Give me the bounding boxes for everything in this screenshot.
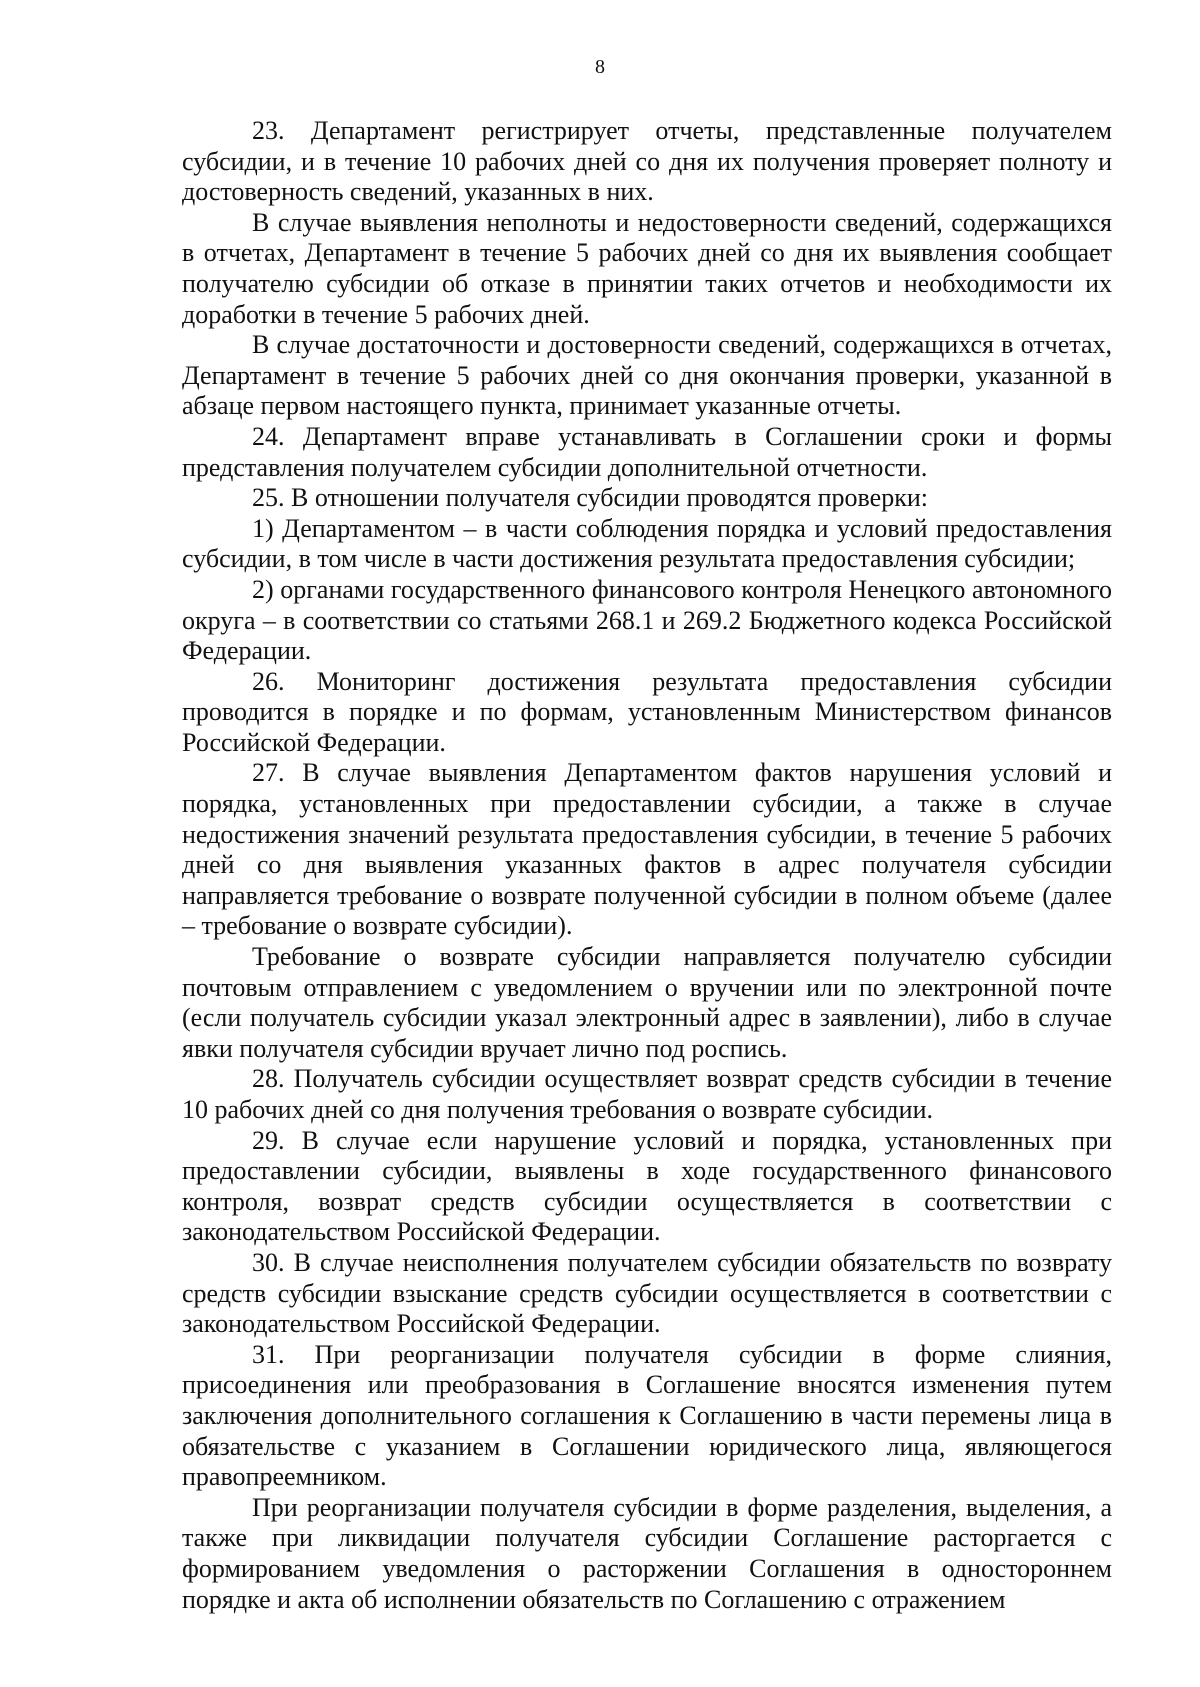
paragraph-23-accepted-reports: В случае достаточности и достоверности сведений, содержащихся в отчетах, Департамент в течение 5 рабочих дней со дня окончания проверки, указанной в абзаце первом настоящего пункта, принимает указанные отчеты.: [182, 330, 1112, 421]
paragraph-30: 30. В случае неисполнения получателем субсидии обязательств по возврату средств субсидии взыскание средств субсидии осуществляется в соответствии с законодательством Российской Федерации.: [182, 1247, 1112, 1339]
page-number: 8: [595, 56, 605, 78]
document-body: [182, 116, 1112, 1615]
paragraph-24: 24. Департамент вправе устанавливать в Соглашении сроки и формы представления получателем субсидии дополнительной отчетности.: [182, 421, 1112, 482]
paragraph-23-incomplete-reports: В случае выявления неполноты и недостоверности сведений, содержащихся в отчетах, Департамент в течение 5 рабочих дней со дня их выявления сообщает получателю субсидии об отказе в принятии таких отчетов и необходимости их доработки в течение 5 рабочих дней.: [182, 207, 1112, 329]
paragraph-26: 26. Мониторинг достижения результата предоставления субсидии проводится в порядке и по формам, установленным Министерством финансов Российской Федерации.: [182, 666, 1112, 757]
paragraph-28: 28. Получатель субсидии осуществляет возврат средств субсидии в течение 10 рабочих дней со дня получения требования о возврате субсидии.: [182, 1064, 1112, 1124]
paragraph-25-item-1: 1) Департаментом – в части соблюдения порядка и условий предоставления субсидии, в том числе в части достижения результата предоставления субсидии;: [182, 513, 1112, 574]
paragraph-29: 29. В случае если нарушение условий и порядка, установленных при предоставлении субсидии, выявлены в ходе государственного финансового контроля, возврат средств субсидии осуществляется в соответствии с законодательством Российской Федерации.: [182, 1125, 1112, 1247]
paragraph-25: 25. В отношении получателя субсидии проводятся проверки:: [252, 483, 928, 513]
paragraph-27-delivery: Требование о возврате субсидии направляется получателю субсидии почтовым отправлением с уведомлением о вручении или по электронной почте (если получатель субсидии указал электронный адрес в заявлении), либо в случае явки получателя субсидии вручает лично под роспись.: [182, 942, 1112, 1063]
paragraph-25-item-2: 2) органами государственного финансового контроля Ненецкого автономного округа – в соответствии со статьями 268.1 и 269.2 Бюджетного кодекса Российской Федерации.: [182, 574, 1112, 666]
paragraph-23: 23. Департамент регистрирует отчеты, представленные получателем субсидии, и в течение 10 рабочих дней со дня их получения проверяет полноту и достоверность сведений, указанных в них.: [182, 116, 1112, 207]
paragraph-27: 27. В случае выявления Департаментом фактов нарушения условий и порядка, установленных при предоставлении субсидии, а также в случае недостижения значений результата предоставления субсидии, в течение 5 рабочих дней со дня выявления указанных фактов в адрес получателя субсидии направляется требование о возврате полученной субсидии в полном объеме (далее – требование о возврате субсидии).: [182, 758, 1112, 941]
paragraph-31: 31. При реорганизации получателя субсидии в форме слияния, присоединения или преобразования в Соглашение вносятся изменения путем заключения дополнительного соглашения к Соглашению в части перемены лица в обязательстве с указанием в Соглашении юридического лица, являющегося правопреемником.: [182, 1339, 1112, 1492]
paragraph-31-liquidation: При реорганизации получателя субсидии в форме разделения, выделения, а также при ликвидации получателя субсидии Соглашение расторгается с формированием уведомления о расторжении Соглашения в одностороннем порядке и акта об исполнении обязательств по Соглашению с отражением: [182, 1492, 1112, 1614]
